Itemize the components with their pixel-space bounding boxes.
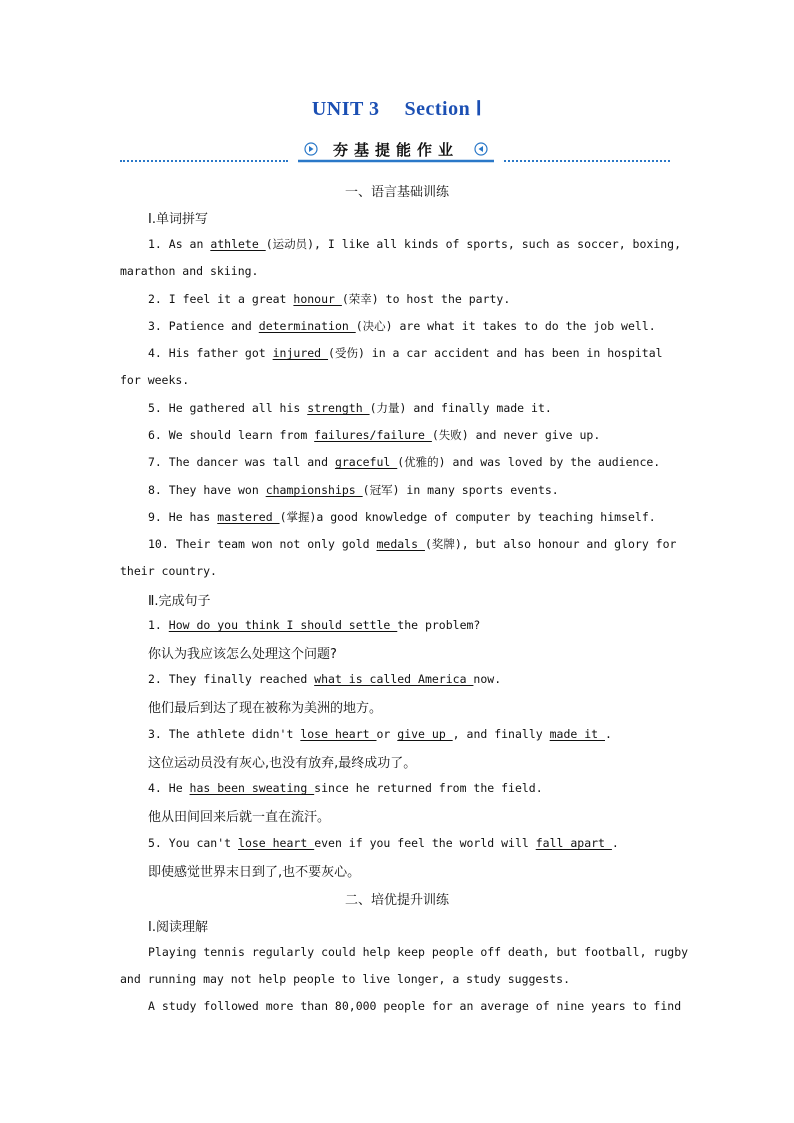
sentence-translation: 他们最后到达了现在被称为美洲的地方。: [148, 701, 383, 716]
answer-blank: championships: [265, 483, 363, 497]
answer-blank: what is called America: [314, 672, 474, 686]
answer-blank: medals: [376, 537, 425, 551]
list-item: 4. His father got injured (受伤) in a car accident and has been in hospital: [148, 346, 663, 360]
answer-blank: athlete: [210, 237, 266, 251]
answer-blank: honour: [293, 292, 342, 306]
answer-blank: mastered: [217, 510, 280, 524]
dotted-divider-left: [120, 160, 288, 162]
list-item: 8. They have won championships (冠军) in many sports events.: [148, 483, 559, 497]
sentence-translation: 这位运动员没有灰心,也没有放弃,最终成功了。: [148, 756, 417, 771]
section-heading-advanced: 二、培优提升训练: [344, 893, 449, 908]
unit-label: UNIT 3: [311, 98, 380, 120]
list-item: [148, 236, 681, 252]
item-text: 1. As an: [148, 237, 211, 251]
sentence-item: 2. They finally reached what is called America now.: [148, 672, 502, 686]
answer-blank: How do you think I should settle: [168, 618, 398, 632]
reading-paragraph-line: A study followed more than 80,000 people for an average of nine years to find: [148, 999, 682, 1013]
answer-blank: lose heart: [238, 836, 315, 850]
answer-blank: failures/failure: [314, 428, 432, 442]
answer-blank: graceful: [334, 455, 398, 469]
sentence-item: 3. The athlete didn't lose heart or give up , and finally made it .: [148, 727, 612, 741]
item-continuation: their country.: [120, 564, 217, 578]
answer-blank: injured: [272, 346, 329, 360]
answer-blank: lose heart: [300, 727, 377, 741]
list-item: 5. He gathered all his strength (力量) and finally made it.: [148, 401, 552, 415]
answer-blank: fall apart: [535, 836, 612, 850]
subheading-spelling: Ⅰ.单词拼写: [148, 212, 208, 227]
reading-paragraph-line: and running may not help people to live longer, a study suggests.: [120, 972, 571, 986]
list-item: 2. I feel it a great honour (荣幸) to host the party.: [148, 292, 511, 306]
page-title: [0, 96, 794, 121]
answer-blank: give up: [397, 727, 453, 741]
answer-blank: made it: [549, 727, 605, 741]
list-item: 6. We should learn from failures/failure (失败) and never give up.: [148, 428, 601, 442]
sentence-translation: 他从田间回来后就一直在流汗。: [148, 810, 331, 825]
sentence-translation: 即使感觉世界末日到了,也不要灰心。: [148, 865, 361, 880]
sentence-item: 4. He has been sweating since he returned from the field.: [148, 781, 543, 795]
subheading-reading: Ⅰ.阅读理解: [148, 920, 208, 935]
reading-paragraph-line: Playing tennis regularly could help keep people off death, but football, rugby: [148, 945, 689, 959]
list-item: 7. The dancer was tall and graceful (优雅的) and was loved by the audience.: [148, 455, 661, 469]
sentence-item: 1. How do you think I should settle the problem?: [148, 618, 481, 632]
answer-blank: has been sweating: [189, 781, 315, 795]
list-item: 10. Their team won not only gold medals (奖牌), but also honour and glory for: [148, 537, 677, 551]
list-item: 3. Patience and determination (决心) are what it takes to do the job well.: [148, 319, 656, 333]
sentence-item: 5. You can't lose heart even if you feel the world will fall apart .: [148, 836, 619, 850]
dotted-divider-right: [504, 160, 670, 162]
item-text: (运动员), I like all kinds of sports, such as soccer, boxing,: [265, 237, 681, 251]
subheading-sentences: Ⅱ.完成句子: [148, 594, 211, 609]
item-continuation: for weeks.: [120, 373, 190, 387]
homework-banner: [120, 138, 670, 164]
section-heading-basic: 一、语言基础训练: [344, 185, 449, 200]
answer-blank: strength: [307, 401, 370, 415]
item-continuation: marathon and skiing.: [120, 264, 259, 278]
sentence-translation: 你认为我应该怎么处理这个问题?: [148, 647, 337, 662]
banner-text: 夯基提能作业: [332, 141, 459, 159]
list-item: 9. He has mastered (掌握)a good knowledge of computer by teaching himself.: [148, 510, 656, 524]
section-label: Section Ⅰ: [404, 98, 483, 120]
answer-blank: determination: [258, 319, 356, 333]
